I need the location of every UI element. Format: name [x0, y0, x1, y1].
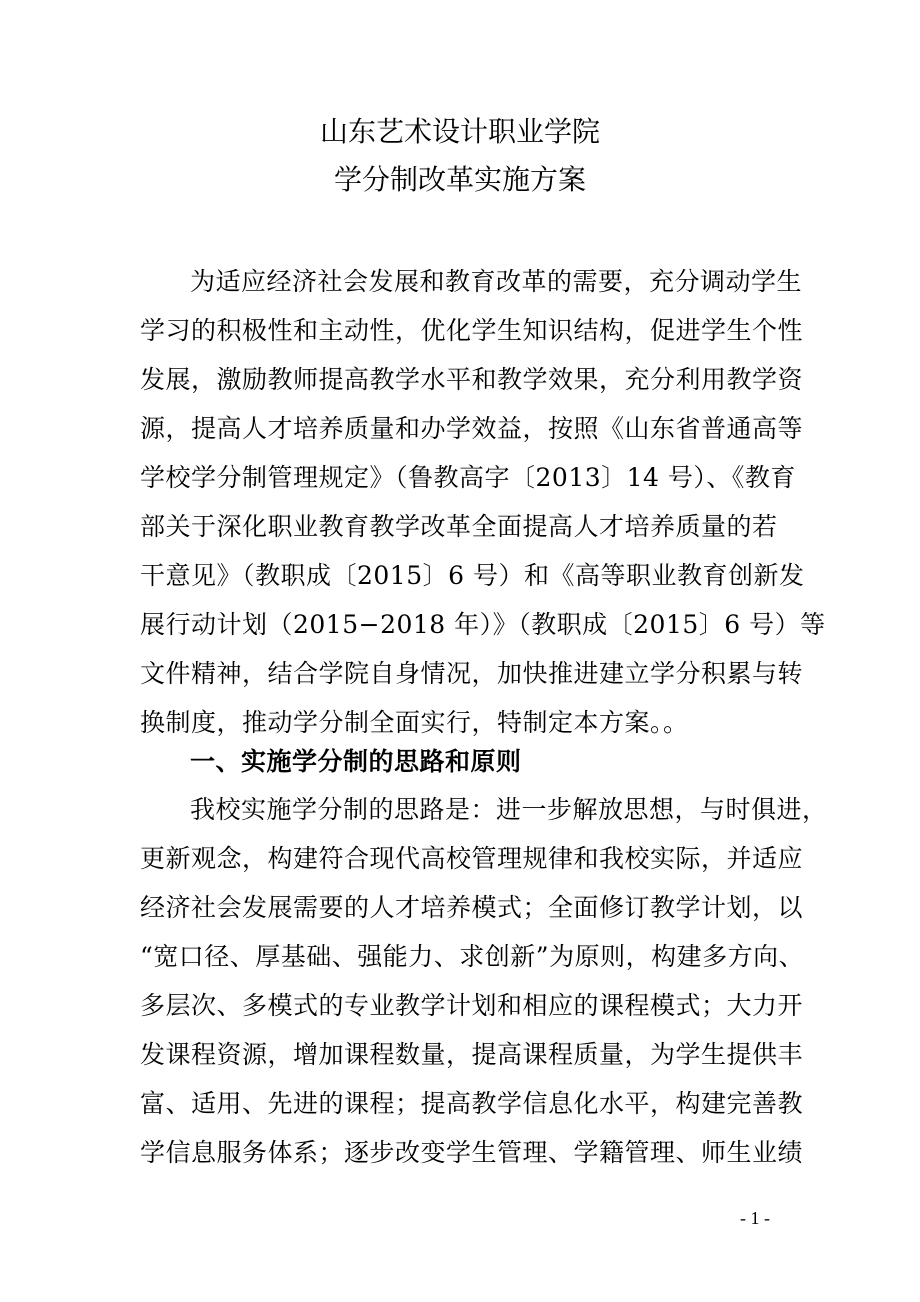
paragraph-line: 发课程资源，增加课程数量，提高课程质量，为学生提供丰 — [140, 1040, 804, 1069]
paragraph-line: 学习的积极性和主动性，优化学生知识结构，促进学生个性 — [140, 316, 804, 345]
document-title-line1: 山东艺术设计职业学院 — [319, 115, 600, 148]
paragraph-line: 多层次、多模式的专业教学计划和相应的课程模式；大力开 — [140, 991, 804, 1020]
paragraph-line: 源，提高人才培养质量和办学效益，按照《山东省普通高等 — [140, 414, 804, 443]
page-number: - 1 - — [740, 1208, 770, 1228]
paragraph-line: 部关于深化职业教育教学改革全面提高人才培养质量的若 — [140, 512, 778, 541]
paragraph-line: 发展，激励教师提高教学水平和教学效果，充分利用教学资 — [140, 365, 804, 394]
paragraph-line: 为适应经济社会发展和教育改革的需要，充分调动学生 — [190, 267, 803, 296]
paragraph-line: 展行动计划（2015−2018 年）》（教职成〔2015〕6 号）等 — [140, 610, 826, 639]
paragraph-line: 更新观念，构建符合现代高校管理规律和我校实际，并适应 — [140, 844, 804, 873]
paragraph-line: “宽口径、厚基础、强能力、求创新”为原则，构建多方向、 — [140, 942, 805, 971]
paragraph-line: 学校学分制管理规定》（鲁教高字〔2013〕14 号）、《教育 — [140, 463, 796, 492]
document-title-line2: 学分制改革实施方案 — [333, 163, 586, 196]
paragraph-line: 经济社会发展需要的人才培养模式；全面修订教学计划，以 — [140, 893, 804, 922]
paragraph-line: 干意见》（教职成〔2015〕6 号）和《高等职业教育创新发 — [140, 561, 805, 590]
paragraph-line: 换制度，推动学分制全面实行，特制定本方案。。 — [140, 708, 689, 737]
paragraph-line: 我校实施学分制的思路是：进一步解放思想，与时俱进， — [190, 795, 828, 824]
paragraph-line: 文件精神，结合学院自身情况，加快推进建立学分积累与转 — [140, 659, 804, 688]
section-heading: 一、实施学分制的思路和原则 — [190, 747, 522, 776]
paragraph-line: 富、适用、先进的课程；提高教学信息化水平，构建完善教 — [140, 1089, 804, 1118]
paragraph-line: 学信息服务体系；逐步改变学生管理、学籍管理、师生业绩 — [140, 1138, 804, 1167]
